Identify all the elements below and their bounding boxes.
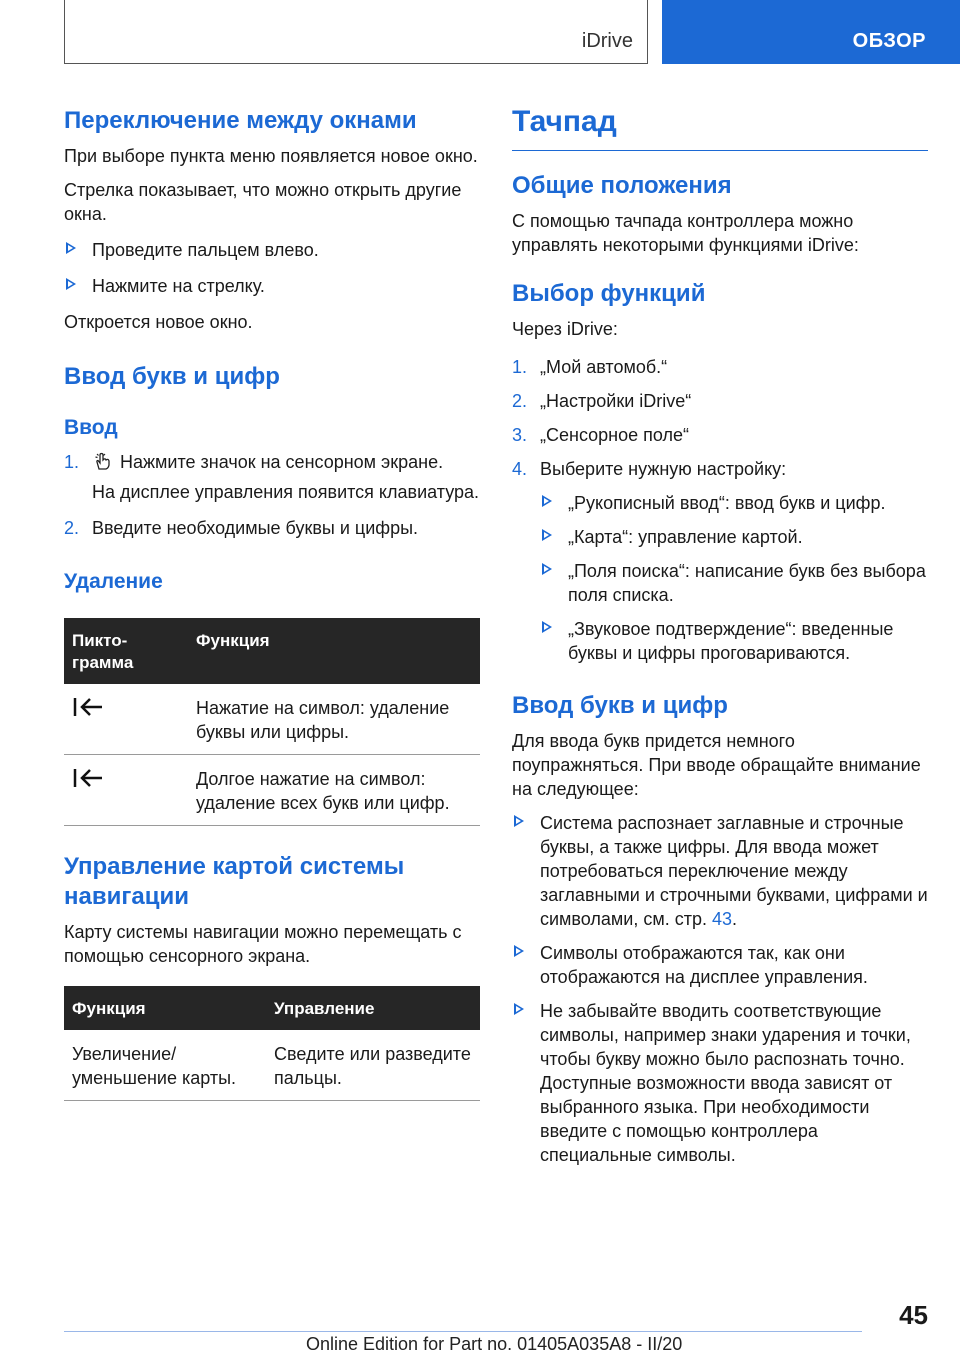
text-select: Через iDrive: — [512, 319, 618, 339]
list-item: „Карта“: управление картой. — [540, 525, 928, 549]
list-item: „Рукописный ввод“: ввод букв и цифр. — [540, 491, 928, 515]
list-item: 1. „Мой автомоб.“ — [512, 357, 668, 377]
table-row — [64, 755, 480, 826]
heading-map-control: Управление картой системы навигации — [64, 853, 405, 910]
touch-hand-icon — [92, 451, 114, 471]
list-item: „Звуковое подтверждение“: введенные буквы и цифры проговариваются. — [540, 617, 928, 665]
bullet-triangle-icon — [514, 945, 524, 957]
heading-touchpad: Тачпад — [512, 102, 928, 151]
bullet-triangle-icon — [66, 242, 76, 254]
text-switch-3: Откроется новое окно. — [64, 312, 253, 332]
header-section-title: iDrive — [581, 30, 633, 52]
list-item: Нажмите на стрелку. — [64, 274, 480, 298]
text-switch-2: Стрелка показывает, что можно открыть другие окна. — [64, 180, 462, 224]
table-header: Пикто-грамма — [64, 618, 188, 684]
list-item: „Поля поиска“: написание букв без выбора поля списка. — [540, 559, 928, 607]
left-column — [64, 96, 480, 1101]
list-item: 3. „Сенсорное поле“ — [512, 425, 690, 445]
text-input: Для ввода букв придется немного поупражняться. При вводе обращайте внимание на следующее: — [512, 731, 921, 799]
step-1-sub: На дисплее управления появится клавиатура. — [92, 482, 480, 502]
bullet-triangle-icon — [542, 621, 552, 633]
table-cell: Долгое нажатие на символ: удаление всех букв или цифр. — [188, 755, 480, 826]
list-item: 4. Выберите нужную настройку: — [512, 459, 787, 479]
step-1: 1. Нажмите значок на сенсорном экране. — [64, 452, 444, 472]
heading-general: Общие положения — [512, 172, 732, 199]
table-header: Управление — [266, 986, 480, 1030]
bullet-triangle-icon — [66, 278, 76, 290]
page-header — [0, 0, 960, 66]
heading-input-letters-right: Ввод букв и цифр — [512, 692, 728, 719]
text-switch-1: При выборе пункта меню появляется новое окно. — [64, 146, 478, 166]
text-general: С помощью тачпада контроллера можно управлять некоторыми функциями iDrive: — [512, 211, 859, 255]
list-item: Проведите пальцем влево. — [64, 238, 480, 262]
header-section-box — [64, 0, 648, 64]
table-cell: Увеличение/уменьшение карты. — [64, 1030, 266, 1101]
header-chapter-label: ОБЗОР — [852, 30, 926, 52]
delete-table — [64, 618, 480, 826]
heading-delete: Удаление — [64, 570, 163, 593]
bullet-triangle-icon — [542, 495, 552, 507]
header-chapter-tab[interactable] — [662, 0, 960, 64]
heading-input-letters: Ввод букв и цифр — [64, 363, 280, 390]
backspace-icon — [72, 696, 104, 718]
bullet-triangle-icon — [542, 563, 552, 575]
right-column — [512, 96, 928, 1167]
page-link-43[interactable]: 43 — [712, 909, 733, 929]
map-table — [64, 986, 480, 1101]
table-cell: Нажатие на символ: удаление буквы или цифры. — [188, 684, 480, 755]
table-header: Функция — [64, 986, 266, 1030]
table-row — [64, 1030, 480, 1101]
list-item: Не забывайте вводить соответствующие символы, например знаки ударения и точки, чтобы букву можно было распознать точно. Доступные возможности ввода зависят от выбранного языка. При необходимости введите с помощью контроллера специальные символы. — [512, 999, 928, 1167]
heading-select-functions: Выбор функций — [512, 280, 706, 307]
footer-edition: Online Edition for Part no. 01405A035A8 - II/20 — [306, 1334, 683, 1354]
list-item: 2. „Настройки iDrive“ — [512, 391, 692, 411]
list-item: Символы отображаются так, как они отображаются на дисплее управления. — [512, 941, 928, 989]
page-number: 45 — [899, 1300, 928, 1330]
footer-divider — [64, 1331, 862, 1332]
table-header: Функция — [188, 618, 480, 684]
bullet-triangle-icon — [542, 529, 552, 541]
text-map: Карту системы навигации можно перемещать с помощью сенсорного экрана. — [64, 922, 462, 966]
list-item: Система распознает заглавные и строчные буквы, а также цифры. Для ввода может потребоваться переключение между заглавными и строчными буквами, цифрами и символами, см. стр. 43. — [512, 811, 928, 931]
table-row — [64, 684, 480, 755]
heading-switch-windows: Переключение между окнами — [64, 107, 417, 134]
table-cell: Сведите или разведите пальцы. — [266, 1030, 480, 1101]
table-cell — [64, 684, 188, 755]
bullet-triangle-icon — [514, 815, 524, 827]
step-2: 2. Введите необходимые буквы и цифры. — [64, 518, 419, 538]
table-cell — [64, 755, 188, 826]
heading-vvod: Ввод — [64, 416, 118, 439]
bullet-triangle-icon — [514, 1003, 524, 1015]
backspace-icon — [72, 767, 104, 789]
